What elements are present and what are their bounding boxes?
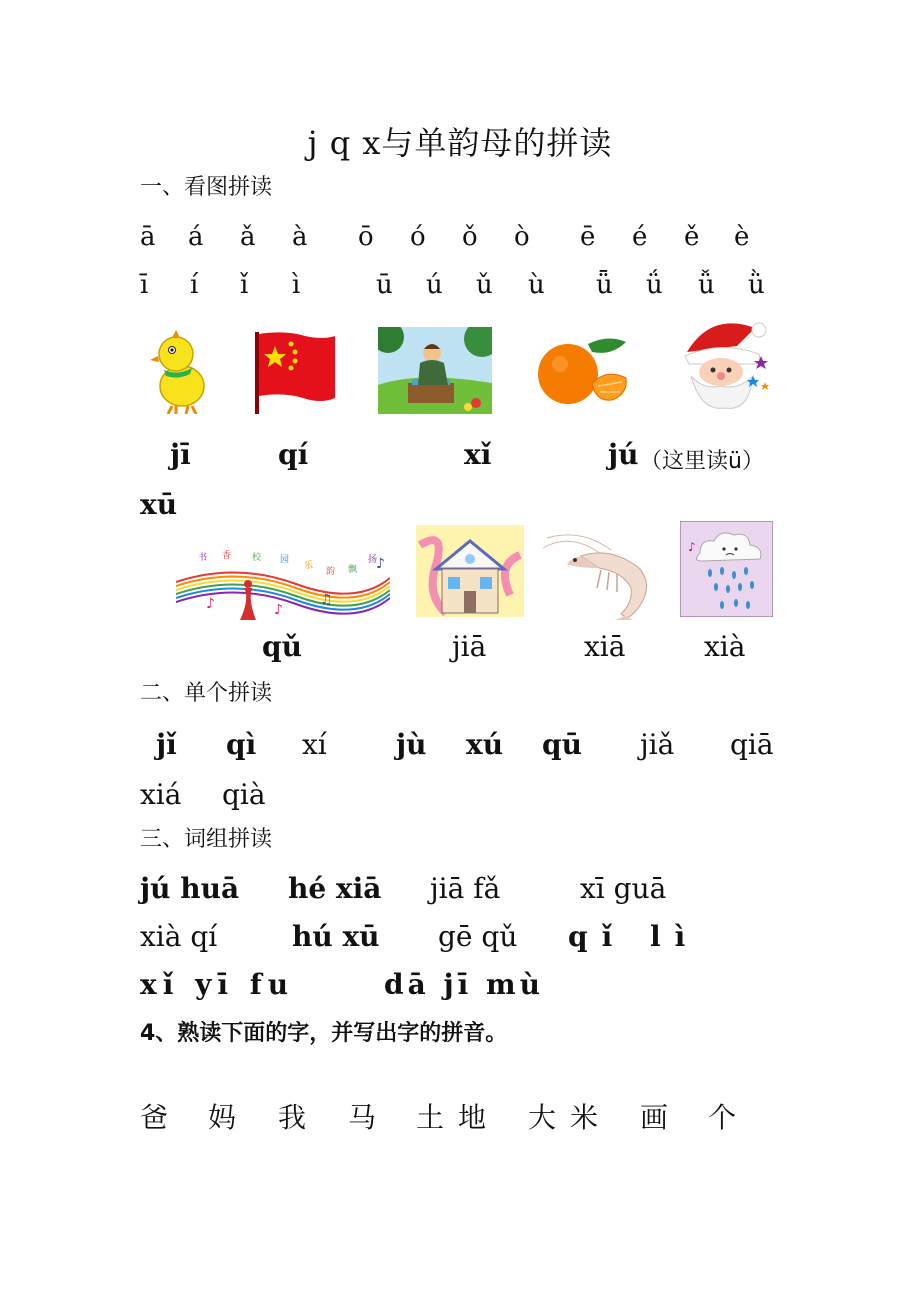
tone-a2: á — [188, 222, 204, 252]
tone-v2: ǘ — [646, 270, 663, 300]
label-qu: qǔ — [262, 630, 302, 663]
tone-e4: è — [734, 222, 750, 252]
section-heading-1: 一、看图拼读 — [140, 175, 273, 200]
tone-u1: ū — [376, 270, 393, 300]
char-hua: 画 — [640, 1101, 669, 1134]
char-ma: 妈 — [208, 1101, 237, 1134]
tone-a4: à — [292, 222, 308, 252]
label-xi: xǐ — [464, 438, 492, 471]
single-qia1: qiā — [730, 728, 774, 761]
tone-o4: ò — [514, 222, 530, 252]
char-ma3: 马 — [348, 1101, 377, 1134]
label-ji: jī — [170, 438, 191, 471]
label-ju: jú — [608, 438, 639, 471]
tone-i2: í — [190, 270, 199, 300]
svg-text:♪: ♪ — [274, 602, 283, 618]
char-wo: 我 — [278, 1101, 307, 1134]
banner-char-3: 校 — [252, 553, 262, 563]
phrase-hu-xu: hú xū — [292, 920, 380, 953]
phrase-qi-li: qǐ lì — [568, 920, 700, 953]
tone-e1: ē — [580, 222, 596, 252]
svg-text:♫: ♫ — [320, 592, 333, 608]
svg-text:♪: ♪ — [688, 540, 696, 554]
tone-u2: ú — [426, 270, 443, 300]
tone-a1: ā — [140, 222, 156, 252]
single-ji: jǐ — [156, 728, 177, 761]
phrase-xi-yi-fu: xǐ yī fu — [140, 968, 295, 1001]
single-jia: jiǎ — [640, 728, 675, 761]
single-ju: jù — [396, 728, 427, 761]
banner-char-6: 韵 — [326, 567, 336, 577]
orange-icon — [536, 334, 632, 406]
section-heading-4: 4、熟读下面的字，并写出字的拼音。 — [140, 1021, 508, 1046]
tone-u3: ǔ — [476, 270, 493, 300]
phrase-xia-qi: xià qí — [140, 920, 218, 953]
label-qi: qí — [278, 438, 309, 471]
tone-o3: ǒ — [462, 222, 478, 252]
section-heading-2: 二、单个拼读 — [140, 681, 273, 706]
tone-i3: ǐ — [240, 270, 249, 300]
tone-e2: é — [632, 222, 648, 252]
page-title: j q x与单韵母的拼读 — [307, 124, 613, 162]
banner-char-5: 乐 — [304, 561, 314, 571]
label-jia: jiā — [452, 630, 487, 663]
phrase-he-xia: hé xiā — [288, 872, 382, 905]
section-heading-3: 三、词组拼读 — [140, 827, 273, 852]
tone-e3: ě — [684, 222, 700, 252]
tone-o2: ó — [410, 222, 426, 252]
banner-char-8: 扬 — [368, 555, 378, 565]
tone-v1: ǖ — [596, 270, 613, 300]
char-ba: 爸 — [140, 1101, 169, 1134]
single-qu: qū — [542, 728, 582, 761]
banner-char-2: 香 — [222, 551, 232, 561]
char-dami: 大米 — [528, 1101, 613, 1134]
shrimp-icon — [541, 528, 657, 620]
banner-char-4: 园 — [280, 555, 290, 565]
rain-cloud-icon — [680, 521, 773, 617]
label-xia4: xià — [704, 630, 746, 663]
house-icon — [416, 525, 524, 617]
char-tudi: 土地 — [416, 1101, 501, 1134]
phrase-jia-fa: jiā fǎ — [430, 872, 501, 905]
tone-v3: ǚ — [698, 270, 715, 300]
single-xu: xú — [466, 728, 504, 761]
single-xi: xí — [302, 728, 327, 761]
phrase-da-ji-mu: dā jī mù — [384, 968, 544, 1001]
svg-text:♪: ♪ — [376, 556, 385, 572]
wash-clothes-icon — [378, 327, 492, 414]
phrase-xi-gua: xī guā — [580, 872, 667, 905]
svg-text:♪: ♪ — [206, 596, 215, 612]
phrase-ge-qu: gē qǔ — [438, 920, 518, 953]
label-xia1: xiā — [584, 630, 626, 663]
tone-a3: ǎ — [240, 222, 256, 252]
pronunciation-note: （这里读ü） — [640, 449, 764, 474]
banner-char-7: 飘 — [348, 565, 358, 575]
single-qi: qì — [226, 728, 257, 761]
chick-icon — [150, 330, 212, 414]
phrase-ju-hua: jú huā — [140, 872, 240, 905]
banner-char-1: 书 — [198, 553, 208, 563]
single-qia4: qià — [222, 778, 266, 811]
tone-v4: ǜ — [748, 270, 765, 300]
flag-icon — [255, 332, 337, 414]
single-xia: xiá — [140, 778, 182, 811]
music-score-icon — [176, 548, 390, 620]
santa-beard-icon — [681, 316, 773, 412]
label-xu: xū — [140, 488, 178, 521]
tone-i1: ī — [140, 270, 149, 300]
tone-u4: ù — [528, 270, 545, 300]
tone-i4: ì — [292, 270, 301, 300]
tone-o1: ō — [358, 222, 374, 252]
char-ge: 个 — [708, 1101, 737, 1134]
